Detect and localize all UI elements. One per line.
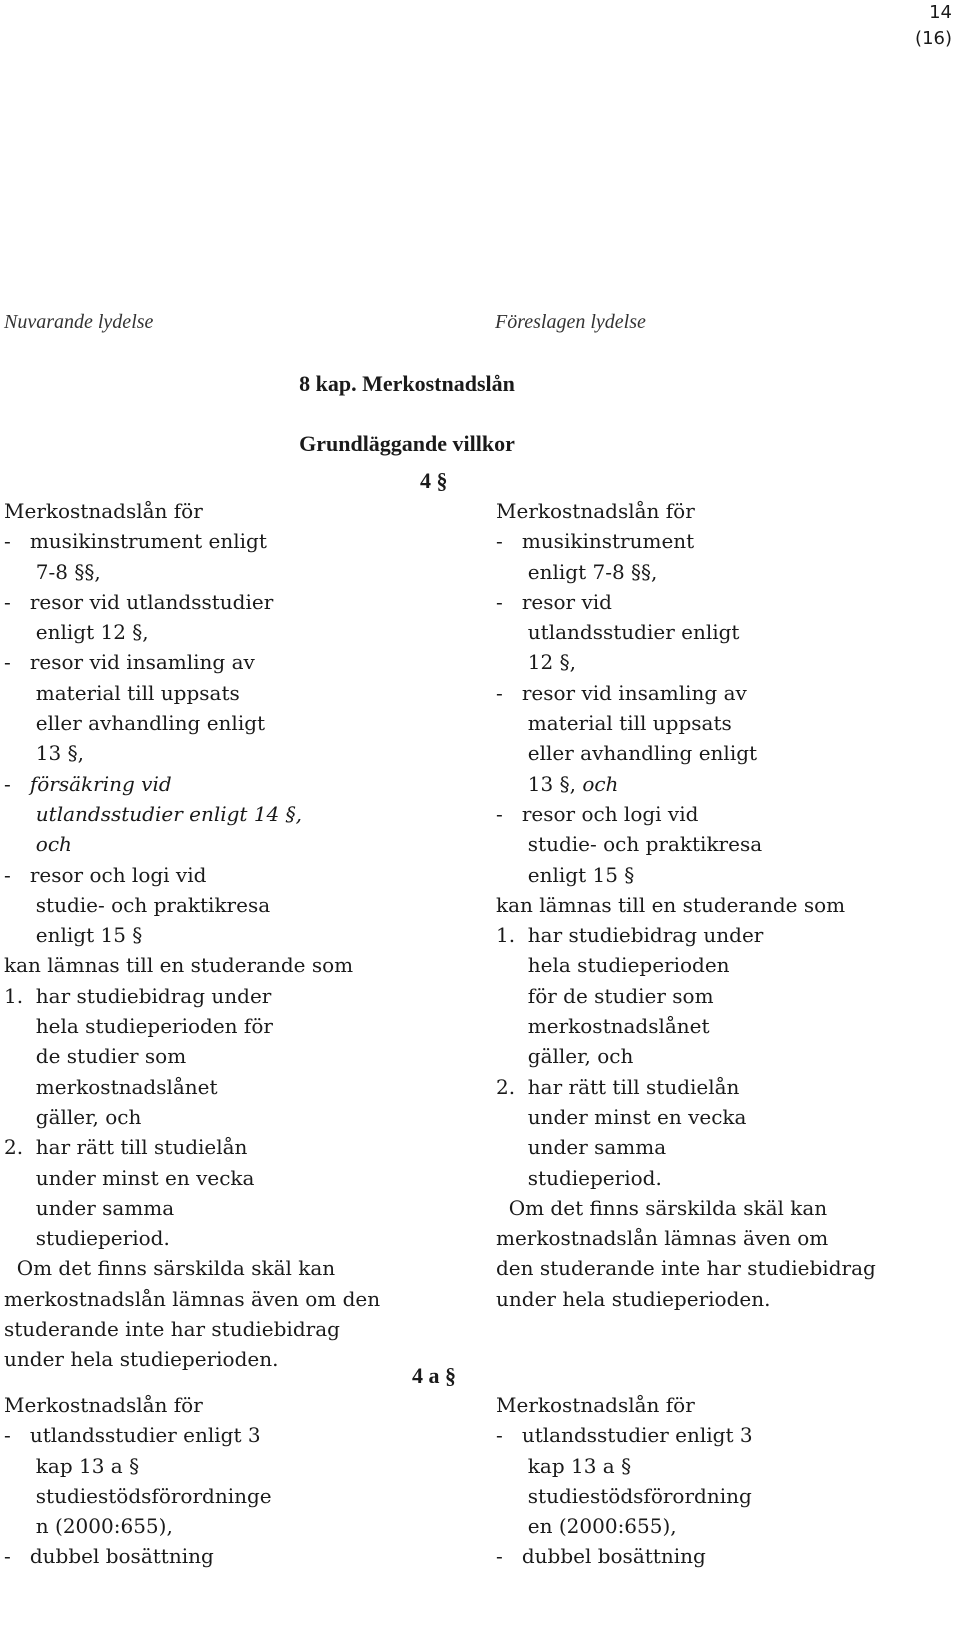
- text-line: 1. har studiebidrag under: [496, 923, 764, 948]
- text-line: studiestödsförordninge: [4, 1483, 272, 1508]
- text-line: Merkostnadslån för: [4, 1393, 203, 1417]
- text-line: 1. har studiebidrag under: [4, 983, 272, 1008]
- text-line: - resor vid insamling av: [496, 680, 747, 705]
- text-line: merkostnadslånet: [496, 1014, 710, 1039]
- page-number-current: 14: [929, 2, 952, 23]
- text-line: under hela studieperioden.: [4, 1347, 279, 1372]
- text-line: 12 §,: [496, 650, 576, 675]
- text-line: kap 13 a §: [496, 1453, 632, 1478]
- text-line: under samma: [496, 1135, 667, 1160]
- text-line: de studier som: [4, 1044, 187, 1069]
- text-line: - musikinstrument: [496, 529, 695, 554]
- text-line: studie- och praktikresa: [4, 892, 271, 917]
- text-line: enligt 15 §: [4, 923, 143, 948]
- text-line: n (2000:655),: [4, 1514, 173, 1539]
- text-line: eller avhandling enligt: [496, 741, 758, 766]
- text-line: gäller, och: [4, 1104, 142, 1129]
- text-line: Merkostnadslån för: [4, 499, 203, 523]
- paragraph-4-proposed-text: [496, 496, 936, 1314]
- text-line: - resor vid insamling av: [4, 650, 255, 675]
- text-line: utlandsstudier enligt: [496, 620, 740, 645]
- text-line: 13 §, och: [496, 771, 619, 796]
- text-line: kap 13 a §: [4, 1453, 140, 1478]
- text-line: merkostnadslån lämnas även om den: [4, 1286, 381, 1311]
- text-line: - resor vid: [496, 589, 612, 614]
- text-line: enligt 15 §: [496, 862, 635, 887]
- text-line: för de studier som: [496, 983, 714, 1008]
- page-number: [915, 0, 952, 52]
- text-line: - försäkring vid: [4, 771, 172, 796]
- text-line: - dubbel bosättning: [496, 1544, 706, 1569]
- text-line: kan lämnas till en studerande som: [4, 953, 354, 978]
- text-line: hela studieperioden för: [4, 1014, 273, 1039]
- page-number-total: (16): [915, 28, 952, 49]
- text-line: Om det finns särskilda skäl kan: [496, 1195, 828, 1220]
- text-line: Merkostnadslån för: [496, 499, 695, 523]
- text-line: Om det finns särskilda skäl kan: [4, 1256, 336, 1281]
- text-line: en (2000:655),: [496, 1514, 677, 1539]
- text-line: - utlandsstudier enligt 3: [4, 1423, 261, 1448]
- paragraph-4a-current-text: [4, 1390, 404, 1572]
- text-line: utlandsstudier enligt 14 §,: [4, 801, 302, 826]
- text-line: merkostnadslån lämnas även om: [496, 1226, 829, 1251]
- text-line: hela studieperioden: [496, 953, 730, 978]
- text-line: kan lämnas till en studerande som: [496, 892, 846, 917]
- paragraph-4a-number: 4 a §: [412, 1363, 456, 1388]
- text-line: 13 §,: [4, 741, 84, 766]
- text-line: under hela studieperioden.: [496, 1286, 771, 1311]
- text-line: material till uppsats: [4, 680, 240, 705]
- text-line: - dubbel bosättning: [4, 1544, 214, 1569]
- text-line: - resor och logi vid: [496, 801, 699, 826]
- text-line: enligt 7-8 §§,: [496, 559, 658, 584]
- text-line: under minst en vecka: [496, 1104, 747, 1129]
- text-line: studerande inte har studiebidrag: [4, 1317, 340, 1342]
- text-line: studiestödsförordning: [496, 1483, 752, 1508]
- text-line: studieperiod.: [496, 1165, 662, 1190]
- text-line: gäller, och: [496, 1044, 634, 1069]
- text-line: eller avhandling enligt: [4, 711, 266, 736]
- text-line: material till uppsats: [496, 711, 732, 736]
- text-line: 7-8 §§,: [4, 559, 101, 584]
- paragraph-4-number: 4 §: [420, 468, 448, 493]
- text-line: under samma: [4, 1195, 175, 1220]
- text-line: Merkostnadslån för: [496, 1393, 695, 1417]
- paragraph-4a-proposed-text: [496, 1390, 936, 1572]
- text-line: under minst en vecka: [4, 1165, 255, 1190]
- text-line: - resor och logi vid: [4, 862, 207, 887]
- text-line: enligt 12 §,: [4, 620, 149, 645]
- text-line: - utlandsstudier enligt 3: [496, 1423, 753, 1448]
- text-line: - resor vid utlandsstudier: [4, 589, 274, 614]
- chapter-title: 8 kap. Merkostnadslån: [299, 371, 515, 396]
- text-line: studie- och praktikresa: [496, 832, 763, 857]
- text-line: 2. har rätt till studielån: [496, 1074, 740, 1099]
- proposed-wording-header: Föreslagen lydelse: [495, 311, 646, 333]
- paragraph-4-current-text: [4, 496, 404, 1375]
- section-title: Grundläggande villkor: [299, 431, 515, 456]
- text-line: studieperiod.: [4, 1226, 170, 1251]
- text-line: 2. har rätt till studielån: [4, 1135, 248, 1160]
- text-line: - musikinstrument enligt: [4, 529, 267, 554]
- text-line: merkostnadslånet: [4, 1074, 218, 1099]
- text-line: och: [4, 832, 72, 857]
- text-line: den studerande inte har studiebidrag: [496, 1256, 876, 1281]
- current-wording-header: Nuvarande lydelse: [4, 311, 154, 333]
